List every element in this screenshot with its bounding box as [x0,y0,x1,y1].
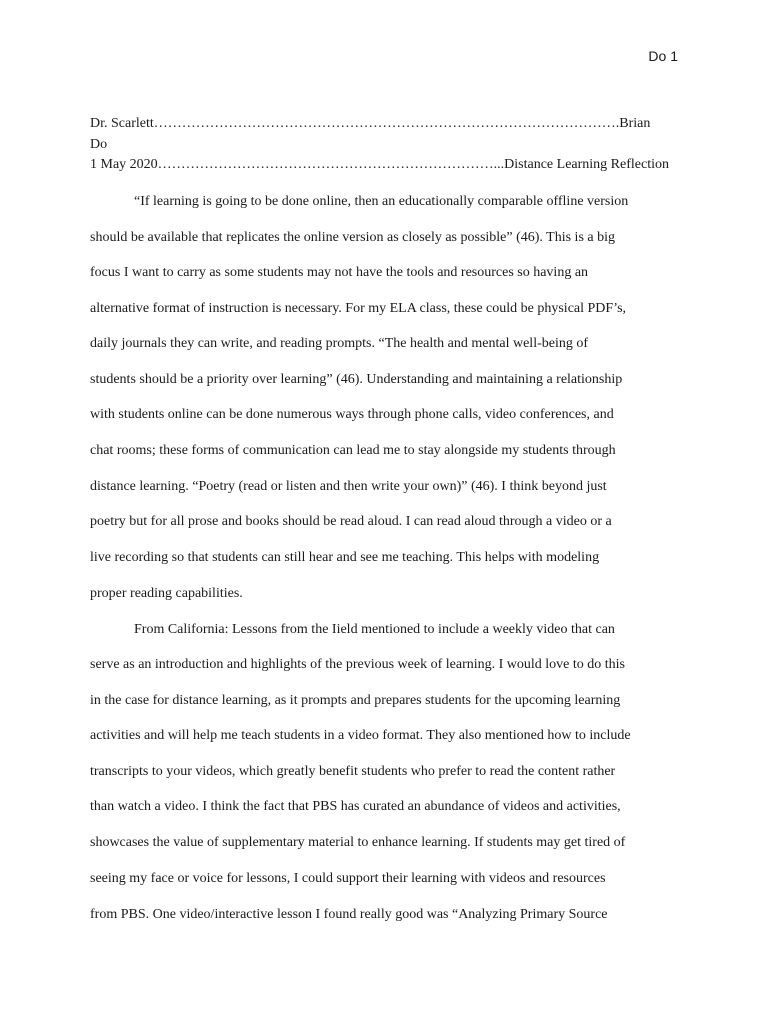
paragraph-1-line: focus I want to carry as some students may not have the tools and resources so having an [90,265,589,280]
paragraph-2-line: seeing my face or voice for lessons, I could support their learning with videos and resources [90,871,606,886]
paragraph-1-line: poetry but for all prose and books should be read aloud. I can read aloud through a video or a [90,514,612,529]
paragraph-1-line: “If learning is going to be done online, then an educationally comparable offline version [134,194,629,209]
paragraph-2-line: from PBS. One video/interactive lesson I found really good was “Analyzing Primary Source [90,907,608,922]
paragraph-1-line: distance learning. “Poetry (read or listen and then write your own)” (46). I think beyond just [90,479,607,494]
paragraph-2-line: From California: Lessons from the Iield mentioned to include a weekly video that can [134,622,615,637]
paragraph-2-line: transcripts to your videos, which greatly benefit students who prefer to read the content rather [90,764,616,779]
paragraph-2-line: serve as an introduction and highlights of the previous week of learning. I would love to do this [90,657,626,672]
page-header-number: Do 1 [648,48,678,64]
paragraph-2-line: activities and will help me teach students in a video format. They also mentioned how to include [90,728,631,743]
paragraph-1-line: daily journals they can write, and reading prompts. “The health and mental well-being of [90,336,589,351]
paragraph-1-line: proper reading capabilities. [90,586,243,601]
paragraph-2-line: in the case for distance learning, as it prompts and prepares students for the upcoming learning [90,693,621,708]
paragraph-2-line: than watch a video. I think the fact that PBS has curated an abundance of videos and activities, [90,799,621,814]
paragraph-1-line: with students online can be done numerous ways through phone calls, video conferences, and [90,407,614,422]
paragraph-1-line: alternative format of instruction is necessary. For my ELA class, these could be physical PDF’s, [90,301,627,316]
paragraph-1-line: should be available that replicates the online version as closely as possible” (46). This is a big [90,230,615,245]
paragraph-1-line: live recording so that students can still hear and see me teaching. This helps with modeling [90,550,600,565]
heading-line-1: Dr. Scarlett……………………………………………………………………………………….Brian [90,116,651,131]
paragraph-2-line: showcases the value of supplementary material to enhance learning. If students may get tired of [90,835,626,850]
heading-line-2: Do [90,136,108,152]
document-heading [90,114,678,176]
heading-line-3: 1 May 2020………………………………………………………………...Distance Learning Reflection [90,157,669,172]
paragraph-1-line: chat rooms; these forms of communication can lead me to stay alongside my students through [90,443,616,458]
paragraph-1-line: students should be a priority over learning” (46). Understanding and maintaining a relationship [90,372,623,387]
